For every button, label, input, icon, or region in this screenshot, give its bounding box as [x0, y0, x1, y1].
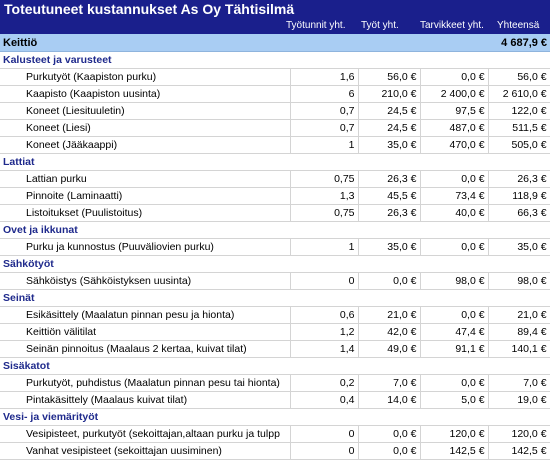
cell-description[interactable]: Purkutyöt (Kaapiston purku) — [0, 69, 290, 86]
cell-total[interactable]: 142,5 € — [488, 443, 550, 460]
cell-work[interactable]: 24,5 € — [358, 103, 420, 120]
table-row — [0, 375, 550, 392]
cell-materials[interactable]: 470,0 € — [420, 137, 488, 154]
section-header-row — [0, 290, 550, 307]
cell-materials[interactable]: 0,0 € — [420, 239, 488, 256]
report-title: Toteutuneet kustannukset As Oy Tähtisilmä — [4, 1, 295, 17]
table-row — [0, 188, 550, 205]
cost-table — [0, 34, 550, 460]
cell-work[interactable]: 0,0 € — [358, 426, 420, 443]
table-row — [0, 307, 550, 324]
cell-work[interactable]: 0,0 € — [358, 443, 420, 460]
cell-hours[interactable]: 0 — [290, 443, 358, 460]
cell-description[interactable]: Pintakäsittely (Maalaus kuivat tilat) — [0, 392, 290, 409]
cell-hours[interactable]: 0 — [290, 273, 358, 290]
cell-work[interactable]: 42,0 € — [358, 324, 420, 341]
cell-description[interactable]: Pinnoite (Laminaatti) — [0, 188, 290, 205]
table-row — [0, 239, 550, 256]
cell-work[interactable]: 14,0 € — [358, 392, 420, 409]
cell-work[interactable]: 210,0 € — [358, 86, 420, 103]
cell-hours[interactable]: 1,6 — [290, 69, 358, 86]
cell-total[interactable]: 21,0 € — [488, 307, 550, 324]
cell-work[interactable]: 45,5 € — [358, 188, 420, 205]
cell-work[interactable]: 26,3 € — [358, 205, 420, 222]
section-label[interactable]: Vesi- ja viemärityöt — [0, 409, 550, 426]
cell-work[interactable]: 21,0 € — [358, 307, 420, 324]
cell-description[interactable]: Purkutyöt, puhdistus (Maalatun pinnan pesu tai hionta) — [0, 375, 290, 392]
cell-description[interactable]: Vesipisteet, purkutyöt (sekoittajan,altaan purku ja tulpp — [0, 426, 290, 443]
section-header-row — [0, 154, 550, 171]
column-header-hours: Työtunnit yht. — [286, 20, 346, 31]
table-row — [0, 86, 550, 103]
cell-total[interactable]: 35,0 € — [488, 239, 550, 256]
cell-materials[interactable]: 0,0 € — [420, 171, 488, 188]
cell-total[interactable]: 89,4 € — [488, 324, 550, 341]
cell-description[interactable]: Vanhat vesipisteet (sekoittajan uusiminen) — [0, 443, 290, 460]
cell-materials[interactable]: 487,0 € — [420, 120, 488, 137]
cell-hours[interactable]: 0,4 — [290, 392, 358, 409]
section-label[interactable]: Kalusteet ja varusteet — [0, 52, 550, 69]
table-row — [0, 69, 550, 86]
cell-description[interactable]: Koneet (Liesi) — [0, 120, 290, 137]
cell-hours[interactable]: 0,75 — [290, 205, 358, 222]
cell-work[interactable]: 24,5 € — [358, 120, 420, 137]
cell-materials[interactable]: 40,0 € — [420, 205, 488, 222]
table-row — [0, 205, 550, 222]
section-label[interactable]: Lattiat — [0, 154, 550, 171]
cell-total[interactable]: 56,0 € — [488, 69, 550, 86]
table-row — [0, 443, 550, 460]
group-row-keittio — [0, 34, 550, 52]
cell-work[interactable]: 26,3 € — [358, 171, 420, 188]
column-header-work: Työt yht. — [361, 20, 399, 31]
cell-materials[interactable]: 2 400,0 € — [420, 86, 488, 103]
cell-description[interactable]: Purku ja kunnostus (Puuväliovien purku) — [0, 239, 290, 256]
cell-description[interactable]: Kaapisto (Kaapiston uusinta) — [0, 86, 290, 103]
section-header-row — [0, 52, 550, 69]
cell-materials[interactable]: 0,0 € — [420, 307, 488, 324]
table-row — [0, 392, 550, 409]
cell-description[interactable]: Lattian purku — [0, 171, 290, 188]
section-header-row — [0, 358, 550, 375]
table-row — [0, 171, 550, 188]
cell-materials[interactable]: 0,0 € — [420, 375, 488, 392]
cell-materials[interactable]: 47,4 € — [420, 324, 488, 341]
cell-description[interactable]: Keittiön välitilat — [0, 324, 290, 341]
cell-hours[interactable]: 1,2 — [290, 324, 358, 341]
cell-total[interactable]: 140,1 € — [488, 341, 550, 358]
table-row — [0, 324, 550, 341]
cell-hours[interactable]: 0,7 — [290, 120, 358, 137]
cell-materials[interactable]: 0,0 € — [420, 69, 488, 86]
cell-hours[interactable]: 0,6 — [290, 307, 358, 324]
column-header-total: Yhteensä — [497, 20, 540, 31]
cell-hours[interactable]: 1 — [290, 137, 358, 154]
cell-materials[interactable]: 5,0 € — [420, 392, 488, 409]
cell-description[interactable]: Esikäsittely (Maalatun pinnan pesu ja hionta) — [0, 307, 290, 324]
cell-materials[interactable]: 120,0 € — [420, 426, 488, 443]
table-row — [0, 137, 550, 154]
table-row — [0, 120, 550, 137]
table-row — [0, 103, 550, 120]
section-label[interactable]: Seinät — [0, 290, 550, 307]
cell-total[interactable]: 505,0 € — [488, 137, 550, 154]
group-total[interactable]: 4 687,9 € — [488, 34, 550, 52]
cell-hours[interactable]: 0,7 — [290, 103, 358, 120]
cell-description[interactable]: Seinän pinnoitus (Maalaus 2 kertaa, kuivat tilat) — [0, 341, 290, 358]
cell-total[interactable]: 120,0 € — [488, 426, 550, 443]
section-header-row — [0, 256, 550, 273]
cell-hours[interactable]: 1 — [290, 239, 358, 256]
cell-description[interactable]: Koneet (Jääkaappi) — [0, 137, 290, 154]
cell-work[interactable]: 35,0 € — [358, 137, 420, 154]
cell-work[interactable]: 56,0 € — [358, 69, 420, 86]
cell-total[interactable]: 66,3 € — [488, 205, 550, 222]
cell-hours[interactable]: 6 — [290, 86, 358, 103]
cell-materials[interactable]: 98,0 € — [420, 273, 488, 290]
section-label[interactable]: Ovet ja ikkunat — [0, 222, 550, 239]
cell-total[interactable]: 2 610,0 € — [488, 86, 550, 103]
section-label[interactable]: Sähkötyöt — [0, 256, 550, 273]
section-header-row — [0, 222, 550, 239]
table-row — [0, 426, 550, 443]
report-header — [0, 0, 550, 34]
cell-total[interactable]: 118,9 € — [488, 188, 550, 205]
cell-materials[interactable]: 142,5 € — [420, 443, 488, 460]
cell-work[interactable]: 7,0 € — [358, 375, 420, 392]
cell-total[interactable]: 98,0 € — [488, 273, 550, 290]
table-row — [0, 273, 550, 290]
cell-hours[interactable]: 0,2 — [290, 375, 358, 392]
table-row — [0, 341, 550, 358]
cell-work[interactable]: 49,0 € — [358, 341, 420, 358]
cell-description[interactable]: Sähköistys (Sähköistyksen uusinta) — [0, 273, 290, 290]
section-label[interactable]: Sisäkatot — [0, 358, 550, 375]
cell-total[interactable]: 26,3 € — [488, 171, 550, 188]
cell-hours[interactable]: 0,75 — [290, 171, 358, 188]
group-label[interactable]: Keittiö — [0, 34, 488, 52]
cell-description[interactable]: Listoitukset (Puulistoitus) — [0, 205, 290, 222]
cell-work[interactable]: 0,0 € — [358, 273, 420, 290]
cell-hours[interactable]: 1,4 — [290, 341, 358, 358]
cell-materials[interactable]: 73,4 € — [420, 188, 488, 205]
cell-hours[interactable]: 1,3 — [290, 188, 358, 205]
cell-materials[interactable]: 97,5 € — [420, 103, 488, 120]
cell-total[interactable]: 19,0 € — [488, 392, 550, 409]
cell-materials[interactable]: 91,1 € — [420, 341, 488, 358]
column-header-materials: Tarvikkeet yht. — [420, 20, 484, 31]
cell-work[interactable]: 35,0 € — [358, 239, 420, 256]
cell-total[interactable]: 7,0 € — [488, 375, 550, 392]
cell-total[interactable]: 511,5 € — [488, 120, 550, 137]
cell-description[interactable]: Koneet (Liesituuletin) — [0, 103, 290, 120]
section-header-row — [0, 409, 550, 426]
cell-hours[interactable]: 0 — [290, 426, 358, 443]
cell-total[interactable]: 122,0 € — [488, 103, 550, 120]
